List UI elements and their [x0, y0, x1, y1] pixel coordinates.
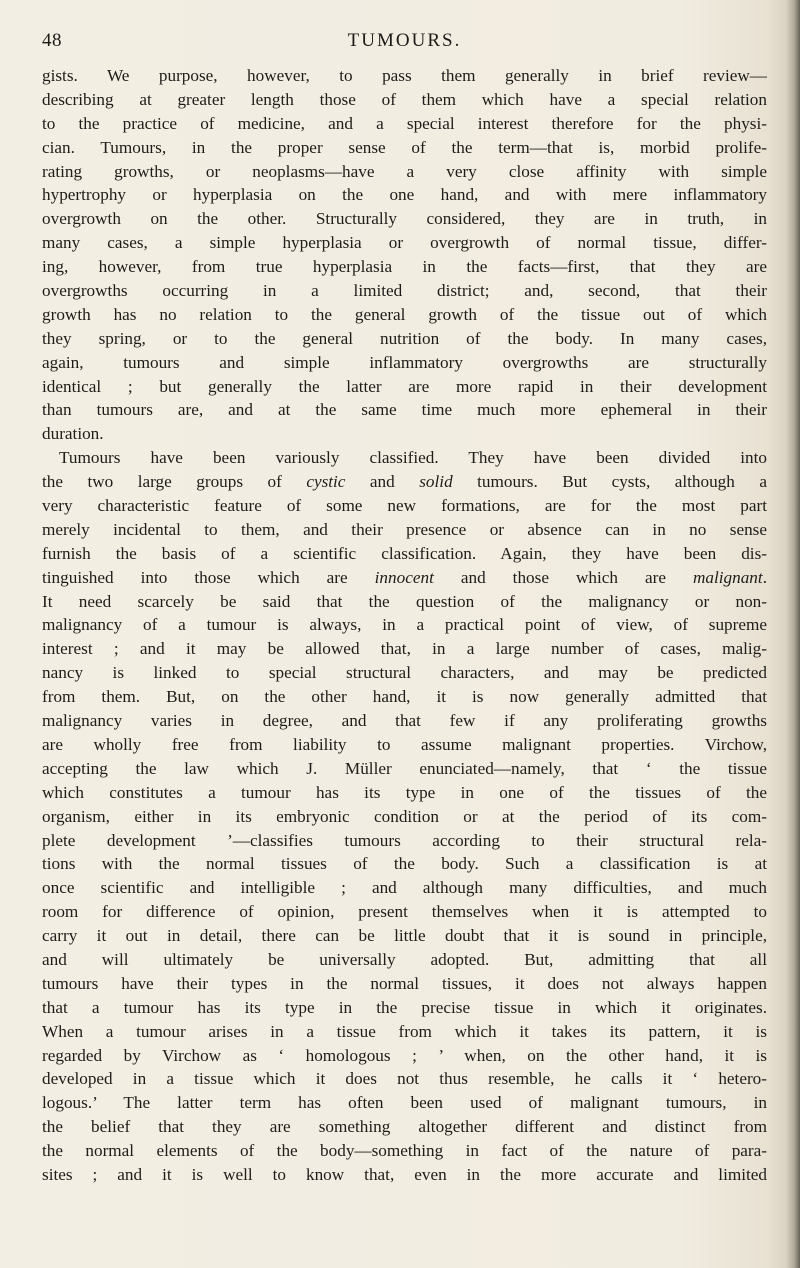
text-line: rating growths, or neoplasms—have a very close affinity with simple: [42, 161, 767, 181]
text-line-italics: [42, 566, 767, 590]
text-run: and those which are: [433, 567, 693, 587]
text-line: room for difference of opinion, present themselves when it is attempted to: [42, 902, 767, 922]
text-line: describing at greater length those of them which have a special relation: [42, 89, 767, 109]
text-line: are wholly free from liability to assume malignant properties. Virchow,: [42, 734, 767, 754]
text-line: hypertrophy or hyperplasia on the one hand, and with mere inflammatory: [42, 185, 767, 205]
text-line: interest ; and it may be allowed that, in a large number of cases, malig-: [42, 639, 767, 659]
text-run: tinguished into those which are: [42, 567, 375, 587]
text-line: ing, however, from true hyperplasia in the facts—first, that they are: [42, 257, 767, 277]
text-line: again, tumours and simple inflammatory overgrowths are structurally: [42, 352, 767, 372]
text-line: carry it out in detail, there can be little doubt that it is sound in principle,: [42, 926, 767, 946]
text-line: once scientific and intelligible ; and although many difficulties, and much: [42, 878, 767, 898]
text-line: malignancy varies in degree, and that few if any proliferating growths: [42, 711, 767, 731]
text-line: When a tumour arises in a tissue from which it takes its pattern, it is: [42, 1021, 767, 1041]
italic-term: innocent: [374, 567, 434, 587]
text-run: and: [345, 472, 420, 492]
page-number: 48: [42, 30, 62, 51]
text-line: the belief that they are something altogether different and distinct from: [42, 1117, 767, 1137]
text-line: very characteristic feature of some new formations, are for the most part: [42, 496, 767, 516]
running-title: TUMOURS.: [347, 30, 462, 51]
text-line: identical ; but generally the latter are more rapid in their development: [42, 376, 767, 396]
text-line: than tumours are, and at the same time much more ephemeral in their: [42, 400, 767, 420]
italic-term: solid: [419, 472, 453, 492]
text-line: growth has no relation to the general growth of the tissue out of which: [42, 304, 767, 324]
text-line: they spring, or to the general nutrition of the body. In many cases,: [42, 328, 767, 348]
text-line: merely incidental to them, and their presence or absence can in no sense: [42, 519, 767, 539]
text-line: to the practice of medicine, and a special interest therefore for the physi-: [42, 113, 767, 133]
page-header: [42, 30, 767, 56]
text-line: accepting the law which J. Müller enunciated—namely, that ‘ the tissue: [42, 758, 767, 778]
body-text: [42, 64, 767, 1187]
text-line: cian. Tumours, in the proper sense of the term—that is, morbid prolife-: [42, 137, 767, 157]
text-line: the normal elements of the body—something in fact of the nature of para-: [42, 1141, 767, 1161]
text-line: that a tumour has its type in the precise tissue in which it originates.: [42, 997, 767, 1017]
text-line: tumours have their types in the normal tissues, it does not always happen: [42, 973, 767, 993]
text-line: many cases, a simple hyperplasia or overgrowth of normal tissue, differ-: [42, 233, 767, 253]
text-line: developed in a tissue which it does not thus resemble, he calls it ‘ hetero-: [42, 1069, 767, 1089]
text-line: from them. But, on the other hand, it is now generally admitted that: [42, 687, 767, 707]
page-edge-shadow: [786, 0, 800, 1268]
text-line: and will ultimately be universally adopted. But, admitting that all: [42, 949, 767, 969]
text-line-italics: [42, 470, 767, 494]
text-line: malignancy of a tumour is always, in a practical point of view, of supreme: [42, 615, 767, 635]
text-line: regarded by Virchow as ‘ homologous ; ’ when, on the other hand, it is: [42, 1045, 767, 1065]
text-line: duration.: [42, 424, 104, 444]
text-run: the two large groups of: [42, 472, 307, 492]
text-line: sites ; and it is well to know that, even in the more accurate and limited: [42, 1164, 767, 1184]
text-run: .: [762, 567, 767, 587]
text-line: logous.’ The latter term has often been used of malignant tumours, in: [42, 1093, 767, 1113]
italic-term: cystic: [306, 472, 346, 492]
text-line: gists. We purpose, however, to pass them generally in brief review—: [42, 66, 767, 85]
text-line: overgrowth on the other. Structurally considered, they are in truth, in: [42, 209, 767, 229]
text-run: tumours. But cysts, although a: [452, 472, 767, 492]
text-line: organism, either in its embryonic condition or at the period of its com-: [42, 806, 767, 826]
text-line: nancy is linked to special structural characters, and may be predicted: [42, 663, 767, 683]
text-line: which constitutes a tumour has its type in one of the tissues of the: [42, 782, 767, 802]
text-line: overgrowths occurring in a limited district; and, second, that their: [42, 281, 767, 301]
text-line: plete development ’—classifies tumours according to their structural rela-: [42, 830, 767, 850]
text-line: furnish the basis of a scientific classification. Again, they have been dis-: [42, 543, 767, 563]
text-line: tions with the normal tissues of the body. Such a classification is at: [42, 854, 767, 874]
italic-term: malignant: [692, 567, 763, 587]
text-line: It need scarcely be said that the question of the malignancy or non-: [42, 591, 767, 611]
text-line: Tumours have been variously classified. They have been divided into: [59, 448, 767, 468]
